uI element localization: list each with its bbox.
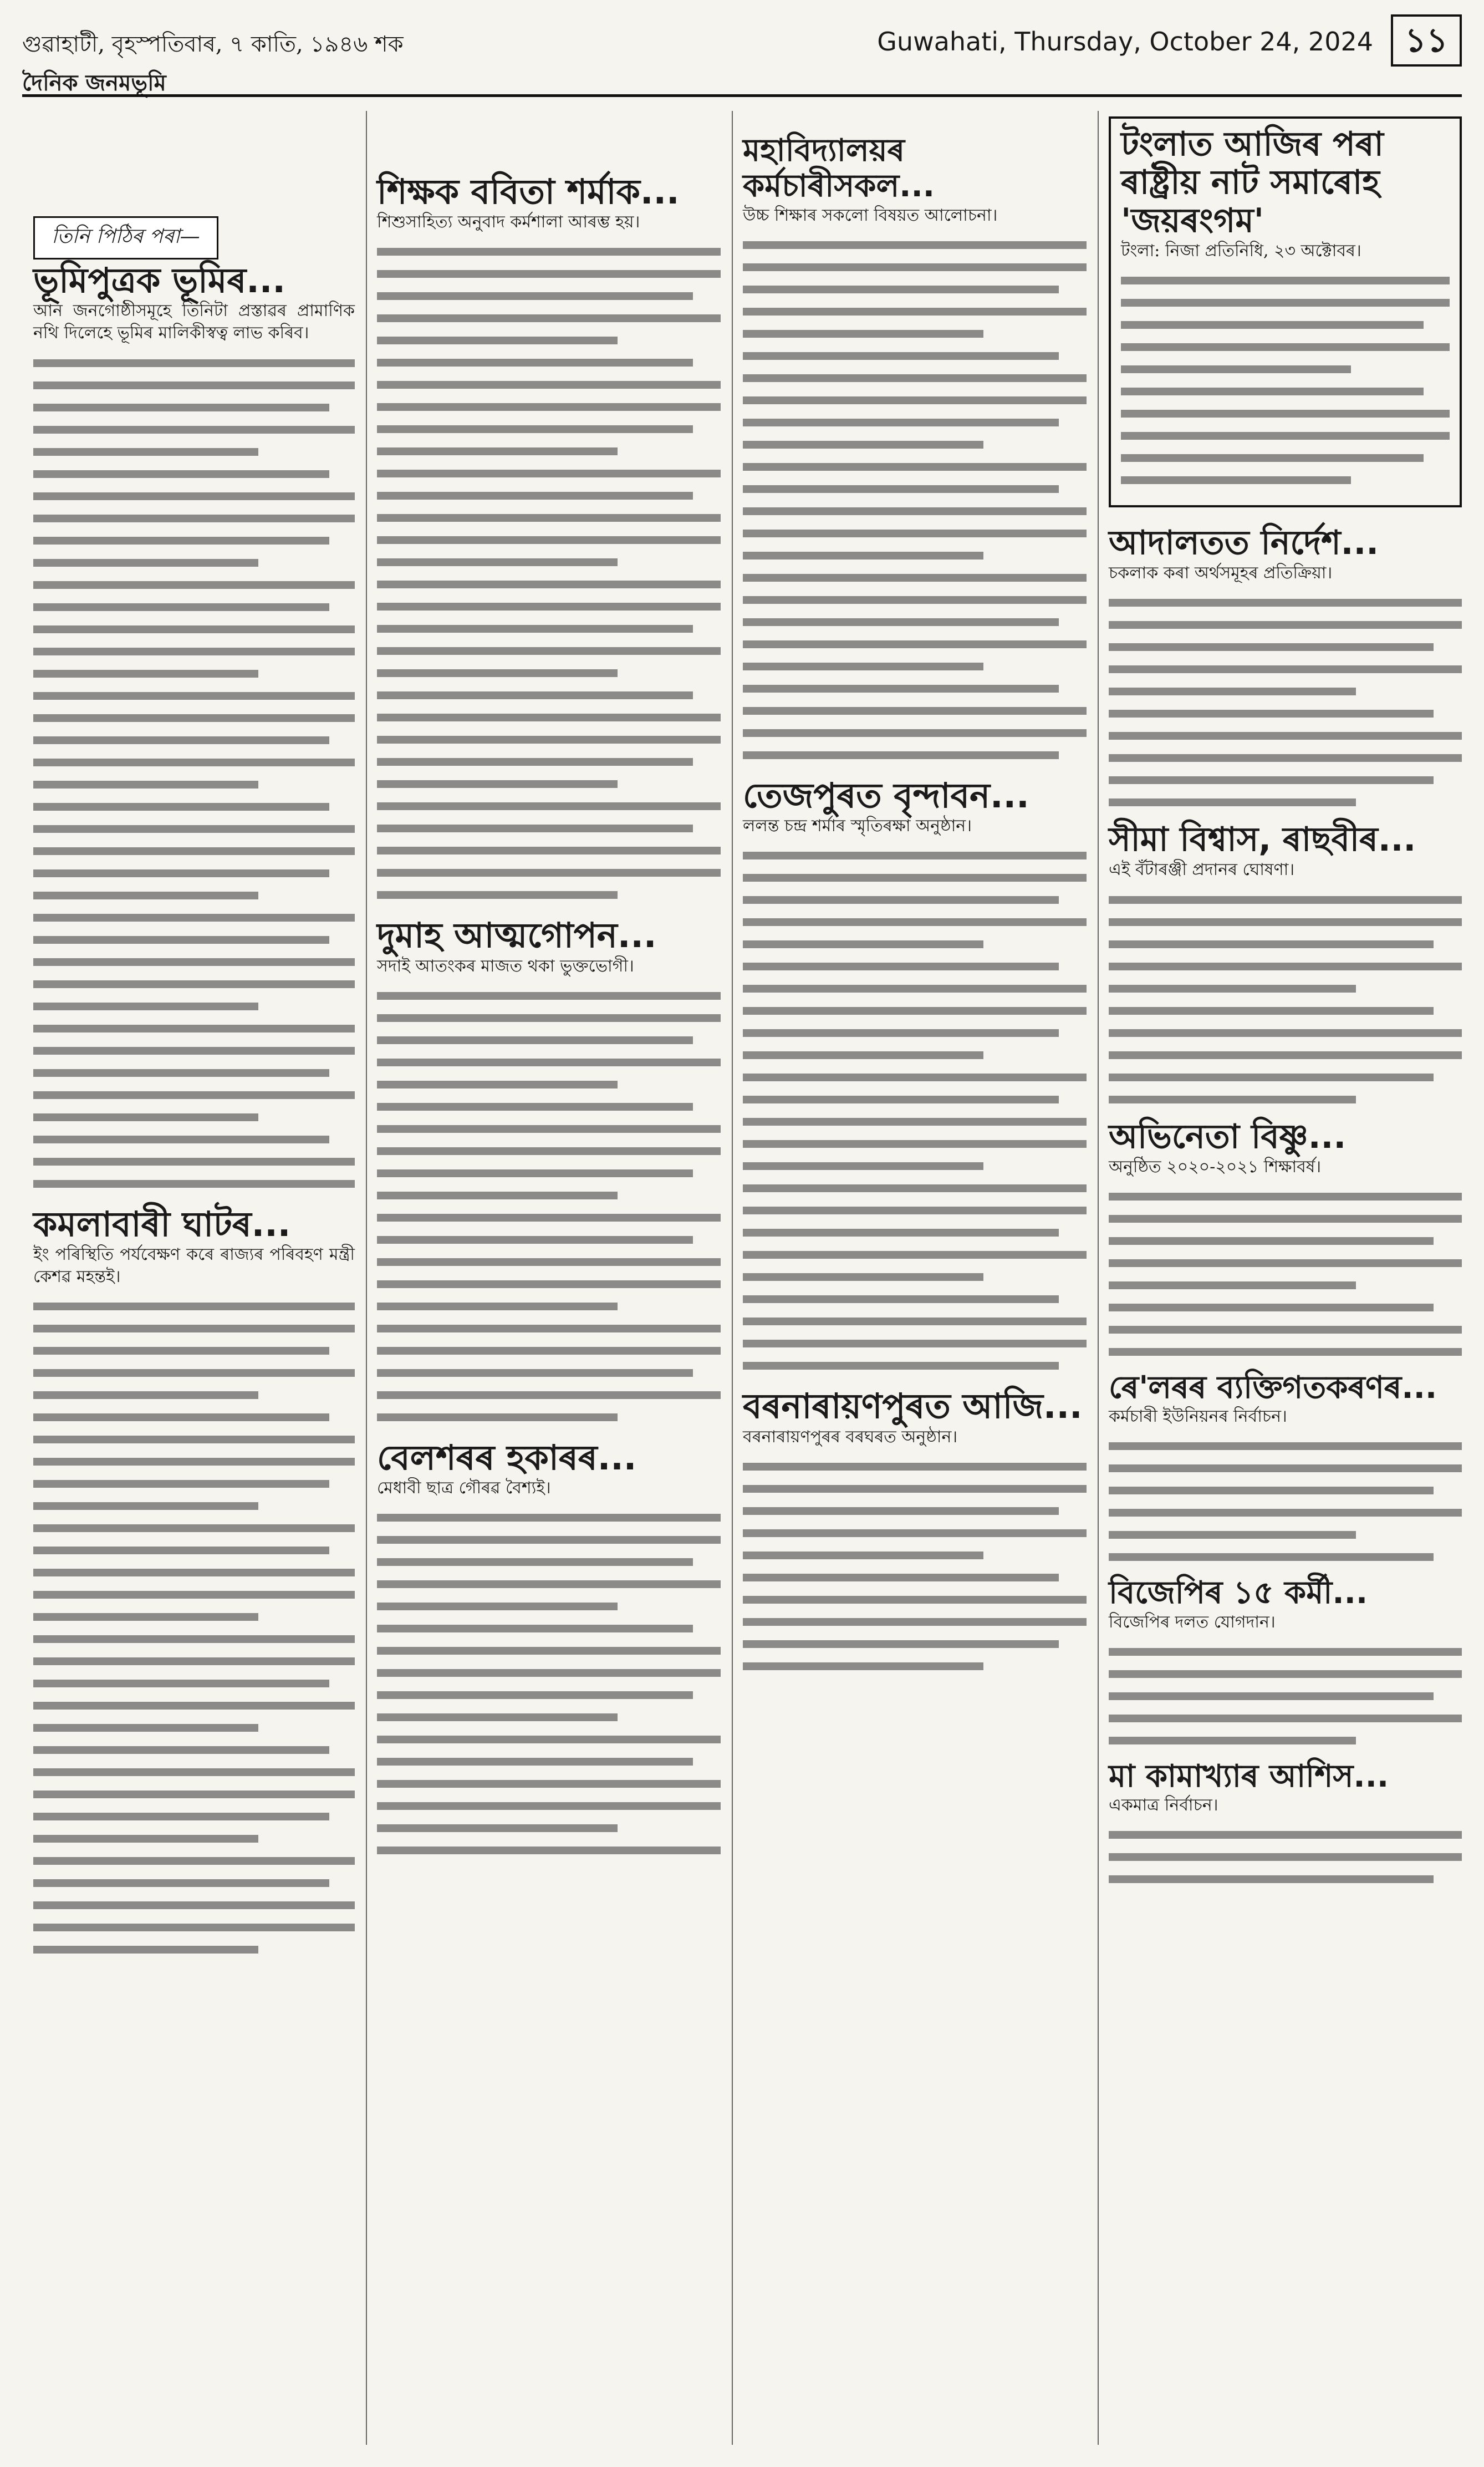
article-lead: বৰনাৰায়ণপুৰৰ বৰঘৰত অনুষ্ঠান। xyxy=(743,1427,958,1447)
article-headline: ভূমিপুত্ৰক ভূমিৰ... xyxy=(33,260,285,301)
article-headline: কমলাবাৰী ঘাটৰ... xyxy=(33,1203,291,1244)
article-lead: চকলাক কৰা অৰ্থসমূহৰ প্ৰতিক্ৰিয়া। xyxy=(1109,563,1333,583)
article-lead: মেধাবী ছাত্ৰ গৌৰৱ বৈশ্যই। xyxy=(377,1478,551,1498)
article-body xyxy=(33,359,355,1188)
article-body xyxy=(1109,1831,1462,1883)
article-headline: টংলাত আজিৰ পৰা ৰাষ্ট্ৰীয় নাট সমাৰোহ 'জয়ৰংগম' xyxy=(1121,125,1384,240)
article-body xyxy=(377,992,721,1421)
header-date-right: Guwahati, Thursday, October 24, 2024 xyxy=(877,27,1373,57)
header-rule xyxy=(22,94,1462,97)
article-body xyxy=(1109,1193,1462,1356)
article-body xyxy=(743,241,1087,759)
article-body xyxy=(743,1463,1087,1670)
article-headline: বৰনাৰায়ণপুৰত আজি... xyxy=(743,1386,1083,1427)
article-lead: টংলা: নিজা প্ৰতিনিধি, ২৩ অক্টোবৰ। xyxy=(1121,241,1361,261)
article-headline: অভিনেতা বিষ্ণু... xyxy=(1109,1117,1347,1156)
section-tag: তিনি পিঠিৰ পৰা— xyxy=(33,216,218,260)
column-1 xyxy=(33,261,355,2445)
article-lead: এই বঁটাৰঞ্জী প্ৰদানৰ ঘোষণা। xyxy=(1109,860,1295,880)
column-2 xyxy=(377,111,721,2445)
article-headline: বেলশৰৰ হকাৰৰ... xyxy=(377,1437,637,1478)
header-date-left: গুৱাহাটী, বৃহস্পতিবাৰ, ৭ কাতি, ১৯৪৬ শক xyxy=(22,32,404,57)
article-body xyxy=(1109,599,1462,806)
article-lead: সদাই আতংকৰ মাজত থকা ভুক্তভোগী। xyxy=(377,956,634,976)
article-headline: মহাবিদ্যালয়ৰ কৰ্মচাৰীসকল... xyxy=(743,133,935,205)
article-body xyxy=(1109,1442,1462,1561)
page-number: ১১ xyxy=(1391,14,1462,67)
article-headline: আদালতত নিৰ্দেশ... xyxy=(1109,523,1379,563)
article-body xyxy=(377,248,721,899)
article-lead: অনুষ্ঠিত ২০২০-২০২১ শিক্ষাবৰ্ষ। xyxy=(1109,1157,1322,1177)
masthead: দৈনিক জনমভূমি xyxy=(22,70,166,96)
article-body xyxy=(743,852,1087,1370)
article-headline: ৰে'লৰৰ ব্যক্তিগতকৰণৰ... xyxy=(1109,1369,1437,1406)
article-lead: শিশুসাহিত্য অনুবাদ কৰ্মশালা আৰম্ভ হয়। xyxy=(377,212,640,232)
boxed-article xyxy=(1109,116,1462,507)
article-headline: শিক্ষক ববিতা শৰ্মাক... xyxy=(377,171,680,212)
article-body xyxy=(1109,1648,1462,1744)
article-headline: সীমা বিশ্বাস, ৰাছবীৰ... xyxy=(1109,820,1416,859)
article-lead: ললন্ত চন্দ্ৰ শৰ্মাৰ স্মৃতিৰক্ষা অনুষ্ঠান। xyxy=(743,816,972,836)
column-4 xyxy=(1109,111,1462,2445)
article-lead: বিজেপিৰ দলত যোগদান। xyxy=(1109,1612,1276,1632)
article-body xyxy=(1121,277,1450,484)
article-lead: কৰ্মচাৰী ইউনিয়নৰ নিৰ্বাচন। xyxy=(1109,1407,1287,1427)
article-body xyxy=(1109,896,1462,1103)
article-lead: আন জনগোষ্ঠীসমূহে তিনিটা প্ৰস্তাৱৰ প্ৰামাণিক নথি দিলেহে ভূমিৰ মালিকীস্বত্ব লাভ কৰিব। xyxy=(33,301,355,343)
article-headline: মা কামাখ্যাৰ আশিস... xyxy=(1109,1758,1389,1794)
article-headline: দুমাহ আত্মগোপন... xyxy=(377,915,657,956)
article-lead: একমাত্ৰ নিৰ্বাচন। xyxy=(1109,1795,1218,1815)
article-body xyxy=(377,1514,721,1854)
article-body xyxy=(33,1303,355,1954)
article-headline: বিজেপিৰ ১৫ কৰ্মী... xyxy=(1109,1575,1368,1611)
column-3 xyxy=(743,111,1087,2445)
article-lead: ইং পৰিস্থিতি পৰ্যবেক্ষণ কৰে ৰাজ্যৰ পৰিবহণ মন্ত্ৰী কেশৱ মহন্তই। xyxy=(33,1244,355,1287)
page-header xyxy=(22,10,1462,104)
article-lead: উচ্চ শিক্ষাৰ সকলো বিষয়ত আলোচনা। xyxy=(743,205,998,225)
article-headline: তেজপুৰত বৃন্দাবন... xyxy=(743,775,1029,816)
